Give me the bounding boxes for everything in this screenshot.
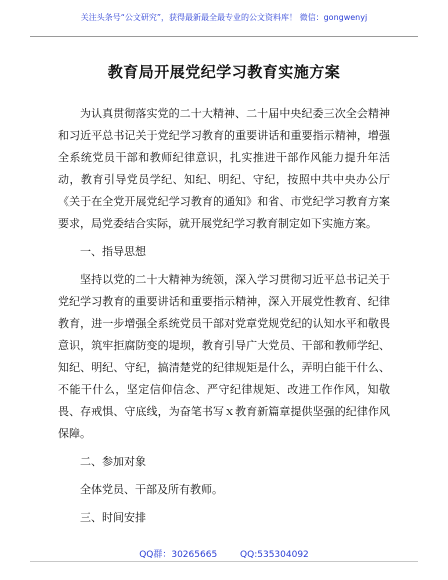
footer-qq-group: QQ群：30265665 — [139, 550, 218, 560]
participants-paragraph: 全体党员、干部及所有教师。 — [80, 483, 223, 496]
header-promo-note: 关注头条号“公文研究”，获得最新最全最专业的公文资料库！ 微信：gongwenyj — [80, 13, 368, 22]
document-title: 教育局开展党纪学习教育实施方案 — [107, 63, 341, 81]
footer-divider — [30, 561, 418, 562]
section-heading-participants: 二、参加对象 — [80, 455, 146, 468]
footer-contact — [0, 547, 448, 560]
document-body — [58, 103, 390, 535]
guiding-ideology-paragraph: 坚持以党的二十大精神为统领，深入学习贯彻习近平总书记关于党纪学习教育的重要讲话和重要指示精神，深入开展党性教育、纪律教育，进一步增强全系统党员干部对党章党规党纪的认知水平和敬畏意识，筑牢拒腐防变的堤坝，教育引导广大党员、干部和教师学纪、知纪、明纪、守纪，搞清楚党的纪律规矩是什么，弄明白能干什么、不能干什么，坚定信仰信念、严守纪律规矩、改进工作作风，知敬畏、存戒惧、守底线，为奋笔书写ｘ教育新篇章提供坚强的纪律作风保障。 — [58, 273, 390, 440]
section-heading-schedule: 三、时间安排 — [80, 511, 146, 524]
header-divider — [30, 36, 418, 37]
section-heading-guiding-ideology: 一、指导思想 — [80, 245, 146, 258]
footer-qq: QQ:535304092 — [240, 550, 309, 560]
intro-paragraph: 为认真贯彻落实党的二十大精神、二十届中央纪委三次全会精神和习近平总书记关于党纪学习教育的重要讲话和重要指示精神，增强全系统党员干部和教师纪律意识，扎实推进干部作风能力提升年活动，教育引导党员学纪、知纪、明纪、守纪，按照中共中央办公厅《关于在全党开展党纪学习教育的通知》和省、市党纪学习教育方案要求，局党委结合实际，就开展党纪学习教育制定如下实施方案。 — [58, 107, 390, 230]
